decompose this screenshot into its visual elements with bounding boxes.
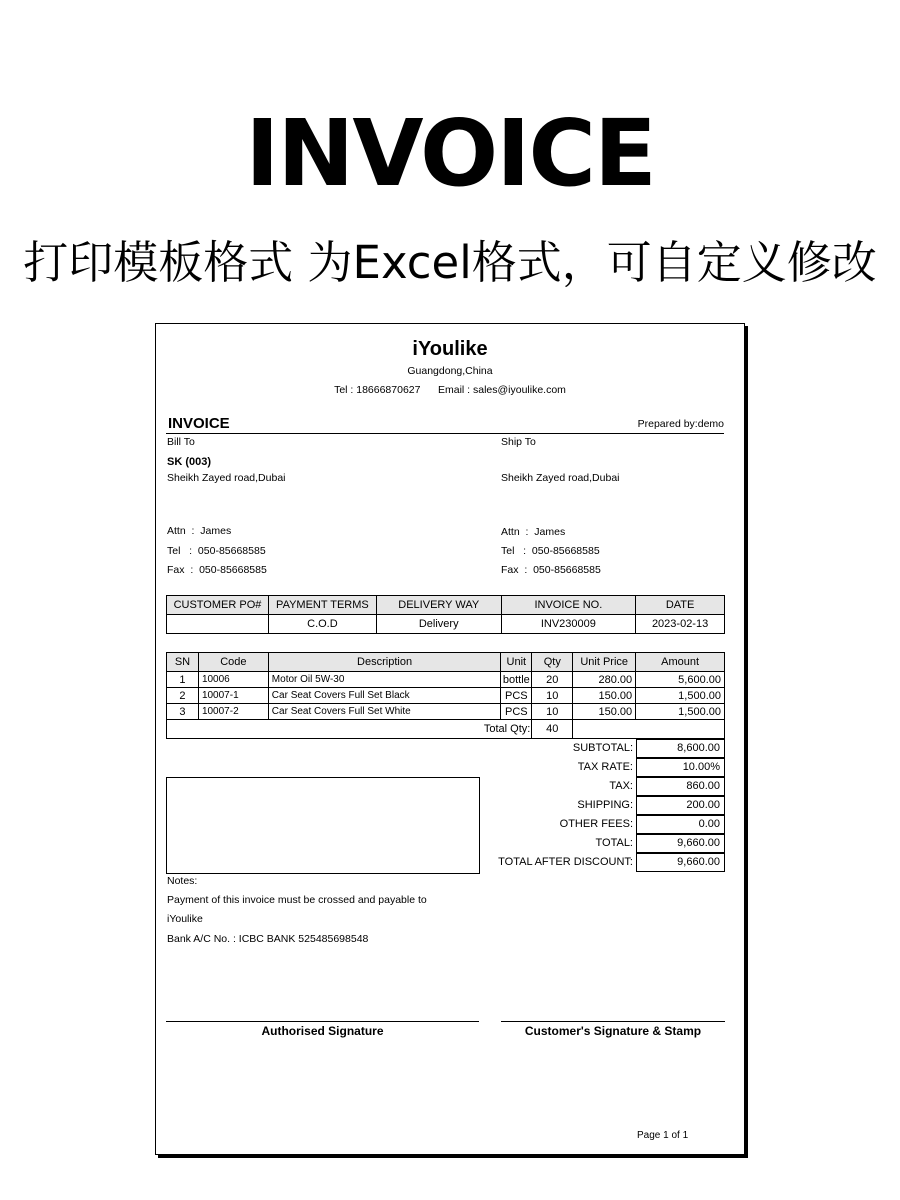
item-qty: 20 <box>532 672 573 688</box>
authorised-signature-label: Authorised Signature <box>261 1024 384 1038</box>
header-amount: Amount <box>636 653 725 672</box>
other-fees-value: 0.00 <box>636 815 725 834</box>
bill-to-fax: Fax : 050-85668585 <box>167 564 267 576</box>
tax-value: 860.00 <box>636 777 725 796</box>
info-value-row <box>167 615 725 634</box>
info-header-row <box>167 596 725 615</box>
item-unit: bottle <box>501 672 532 688</box>
table-row <box>167 704 725 720</box>
notes-box <box>166 777 480 874</box>
bill-to-attn: Attn : James <box>167 525 232 537</box>
ship-to-fax: Fax : 050-85668585 <box>501 564 601 576</box>
bill-to-label: Bill To <box>167 436 195 448</box>
subtotal-value: 8,600.00 <box>636 739 725 758</box>
header-rule <box>166 433 724 434</box>
item-description: Motor Oil 5W-30 <box>268 672 501 688</box>
table-row <box>167 672 725 688</box>
tax-label: TAX: <box>609 780 633 792</box>
ship-to-label: Ship To <box>501 436 536 448</box>
ship-to-attn: Attn : James <box>501 526 566 538</box>
tax-rate-label: TAX RATE: <box>577 761 633 773</box>
customer-signature-label: Customer's Signature & Stamp <box>524 1024 702 1038</box>
item-unit-price: 150.00 <box>573 688 636 704</box>
notes-label: Notes: <box>167 875 198 887</box>
item-amount: 1,500.00 <box>636 688 725 704</box>
ship-to-address: Sheikh Zayed road,Dubai <box>501 472 620 484</box>
item-description: Car Seat Covers Full Set White <box>268 704 501 720</box>
notes-line-1: Payment of this invoice must be crossed and payable to <box>167 894 427 906</box>
header-date: DATE <box>636 596 725 615</box>
item-unit-price: 150.00 <box>573 704 636 720</box>
info-table <box>166 595 725 634</box>
total-label: TOTAL: <box>595 837 633 849</box>
hero-title: INVOICE <box>245 100 655 207</box>
table-row <box>167 688 725 704</box>
shipping-label: SHIPPING: <box>577 799 633 811</box>
document-title: INVOICE <box>168 415 230 432</box>
total-qty-blank <box>573 720 725 739</box>
company-address: Guangdong,China <box>407 365 493 377</box>
item-code: 10007-1 <box>198 688 268 704</box>
shipping-value: 200.00 <box>636 796 725 815</box>
other-fees-label: OTHER FEES: <box>559 818 633 830</box>
bill-to-tel: Tel : 050-85668585 <box>167 545 266 557</box>
item-amount: 1,500.00 <box>636 704 725 720</box>
header-invoice-no: INVOICE NO. <box>501 596 636 615</box>
items-header-row <box>167 653 725 672</box>
item-amount: 5,600.00 <box>636 672 725 688</box>
payment-terms-value: C.O.D <box>268 615 376 634</box>
total-qty-value: 40 <box>532 720 573 739</box>
ship-to-tel: Tel : 050-85668585 <box>501 545 600 557</box>
company-name: iYoulike <box>412 338 488 360</box>
header-delivery-way: DELIVERY WAY <box>376 596 501 615</box>
total-qty-label: Total Qty: <box>167 720 532 739</box>
total-after-discount-value: 9,660.00 <box>636 853 725 872</box>
item-unit: PCS <box>501 688 532 704</box>
notes-line-2: iYoulike <box>167 913 203 925</box>
notes-line-3: Bank A/C No. : ICBC BANK 525485698548 <box>167 933 369 945</box>
item-description: Car Seat Covers Full Set Black <box>268 688 501 704</box>
invoice-sheet <box>155 323 745 1155</box>
header-customer-po: CUSTOMER PO# <box>167 596 269 615</box>
total-after-discount-label: TOTAL AFTER DISCOUNT: <box>498 856 633 868</box>
header-unit: Unit <box>501 653 532 672</box>
item-unit-price: 280.00 <box>573 672 636 688</box>
page-number: Page 1 of 1 <box>637 1130 689 1141</box>
bill-to-name: SK (003) <box>167 456 212 468</box>
header-description: Description <box>268 653 501 672</box>
total-qty-row <box>167 720 725 739</box>
company-contact: Tel : 18666870627 Email : sales@iyoulike.com <box>334 384 566 396</box>
customer-signature-line <box>501 1021 725 1022</box>
hero-subtitle: 打印模板格式 为Excel格式，可自定义修改 <box>23 236 877 289</box>
total-value: 9,660.00 <box>636 834 725 853</box>
header-unit-price: Unit Price <box>573 653 636 672</box>
item-sn: 3 <box>167 704 199 720</box>
tax-rate-value: 10.00% <box>636 758 725 777</box>
authorised-signature-line <box>166 1021 479 1022</box>
item-sn: 1 <box>167 672 199 688</box>
header-sn: SN <box>167 653 199 672</box>
item-qty: 10 <box>532 688 573 704</box>
item-unit: PCS <box>501 704 532 720</box>
item-code: 10007-2 <box>198 704 268 720</box>
subtotal-label: SUBTOTAL: <box>572 742 633 754</box>
item-qty: 10 <box>532 704 573 720</box>
header-qty: Qty <box>532 653 573 672</box>
delivery-way-value: Delivery <box>376 615 501 634</box>
prepared-by: Prepared by:demo <box>637 418 724 430</box>
item-code: 10006 <box>198 672 268 688</box>
customer-po-value <box>167 615 269 634</box>
invoice-no-value: INV230009 <box>501 615 636 634</box>
item-sn: 2 <box>167 688 199 704</box>
header-code: Code <box>198 653 268 672</box>
items-table <box>166 652 725 739</box>
header-payment-terms: PAYMENT TERMS <box>268 596 376 615</box>
date-value: 2023-02-13 <box>636 615 725 634</box>
bill-to-address: Sheikh Zayed road,Dubai <box>167 472 286 484</box>
